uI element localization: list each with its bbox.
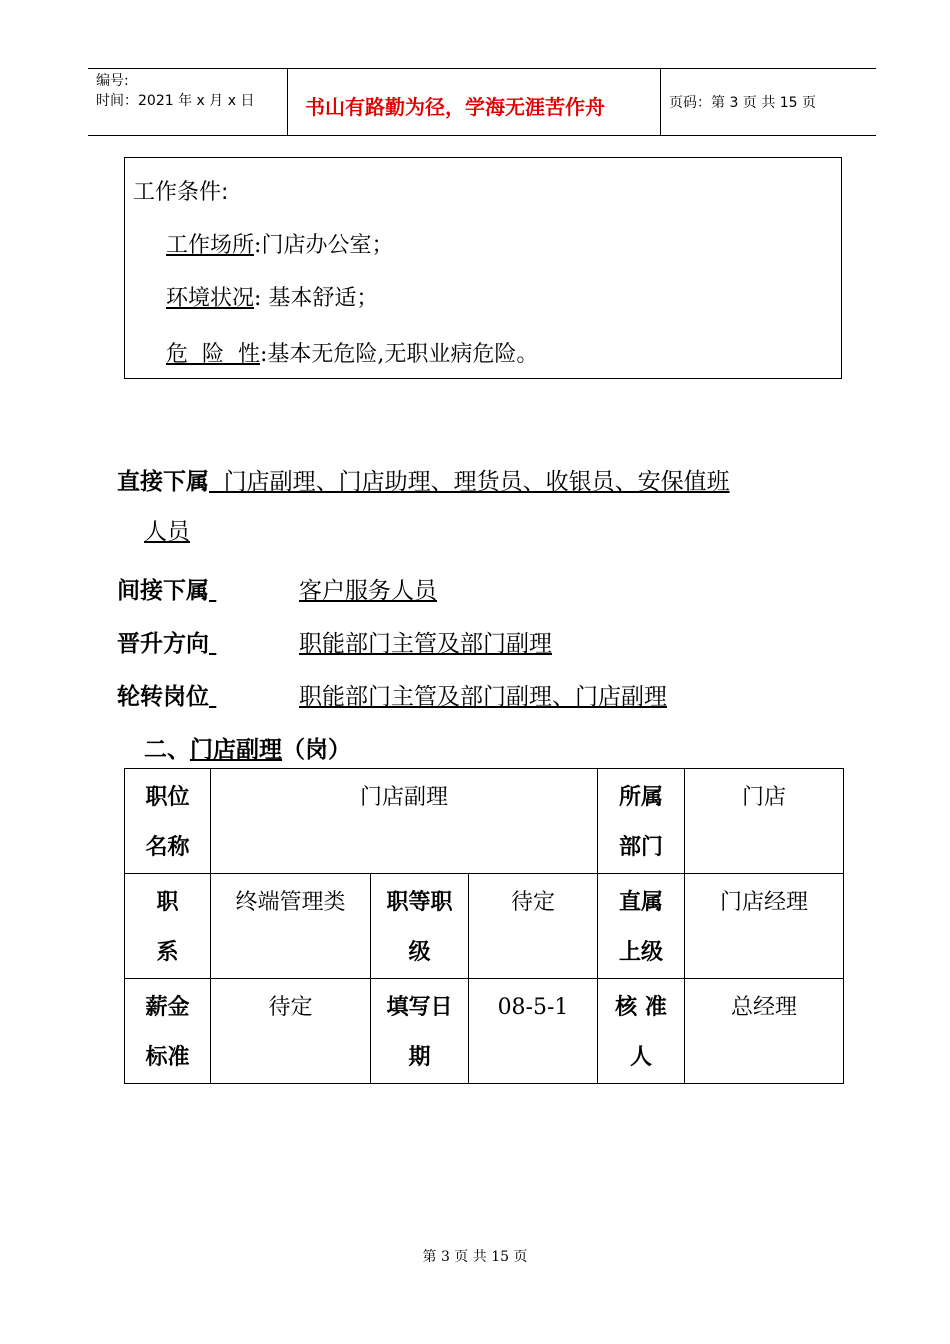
header-divider: [660, 68, 661, 135]
job-family-label: 职系: [156, 890, 179, 965]
supervisor-value: 门店经理: [719, 890, 808, 915]
blank-line: [209, 631, 299, 657]
rotation-row: [117, 678, 667, 711]
grade-value: 待定: [510, 890, 555, 915]
table-cell: [685, 769, 844, 874]
indirect-subordinates-row: [117, 572, 437, 605]
indirect-subordinates-value: 客户服务人员: [299, 578, 437, 604]
salary-value: 待定: [268, 995, 313, 1020]
direct-subordinates-value-cont: 人员: [144, 519, 190, 545]
condition-separator: :: [259, 342, 268, 367]
work-conditions-title: 工作条件:: [133, 180, 229, 205]
condition-separator: :: [254, 286, 262, 311]
job-info-table: [124, 768, 844, 1084]
table-row: [125, 874, 844, 979]
table-header-cell: [371, 979, 469, 1084]
table-cell: [685, 979, 844, 1084]
section-prefix: 二、: [144, 737, 190, 763]
blank-line: [209, 684, 299, 710]
fill-date-label: 填写日期: [386, 995, 453, 1070]
table-header-cell: [125, 979, 211, 1084]
direct-subordinates-row: [117, 463, 730, 496]
job-family-value: 终端管理类: [235, 890, 346, 915]
supervisor-label: 直属上级: [618, 890, 663, 965]
condition-label: 工作场所: [166, 233, 255, 258]
table-header-cell: [371, 874, 469, 979]
table-header-cell: [598, 769, 685, 874]
promotion-row: [117, 625, 552, 658]
condition-environment: [166, 281, 378, 312]
direct-subordinates-row-cont: [144, 513, 190, 546]
promotion-value: 职能部门主管及部门副理: [299, 631, 552, 657]
header-top-rule: [88, 68, 876, 69]
position-name-value: 门店副理: [359, 785, 448, 810]
header-bottom-rule: [88, 135, 876, 136]
department-label: 所属部门: [618, 785, 663, 860]
position-name-label: 职位名称: [145, 785, 190, 860]
header-motto: 书山有路勤为径，学海无涯苦作舟: [305, 95, 605, 119]
table-header-cell: [125, 874, 211, 979]
page-footer: 第 3 页 共 15 页: [422, 1249, 528, 1265]
approver-value: 总经理: [730, 995, 797, 1020]
section-heading: [144, 731, 351, 764]
table-cell: [685, 874, 844, 979]
condition-workplace: [166, 228, 393, 259]
direct-subordinates-label: 直接下属: [117, 469, 209, 495]
table-cell: [469, 979, 598, 1084]
condition-value: 基本无危险,无职业病危险。: [267, 342, 539, 367]
promotion-label: 晋升方向: [117, 631, 209, 657]
table-cell: [211, 769, 598, 874]
header-divider: [287, 68, 288, 135]
indirect-subordinates-label: 间接下属: [117, 578, 209, 604]
table-cell: [469, 874, 598, 979]
direct-subordinates-value: 门店副理、门店助理、理货员、收银员、安保值班: [209, 469, 730, 495]
header-page-info: 页码：第 3 页 共 15 页: [669, 95, 816, 111]
table-cell: [211, 979, 371, 1084]
approver-label: 核 准人: [615, 995, 667, 1070]
table-row: [125, 979, 844, 1084]
table-header-cell: [125, 769, 211, 874]
table-header-cell: [598, 874, 685, 979]
grade-label: 职等职级: [386, 890, 453, 965]
section-title: 门店副理: [190, 737, 282, 763]
table-header-cell: [598, 979, 685, 1084]
fill-date-value: 08-5-1: [497, 995, 569, 1020]
rotation-value: 职能部门主管及部门副理、门店副理: [299, 684, 667, 710]
section-suffix: （岗）: [282, 737, 351, 763]
header-time-label: 时间：2021 年 x 月 x 日: [96, 93, 255, 109]
table-cell: [211, 874, 371, 979]
condition-hazard: [166, 337, 538, 368]
rotation-label: 轮转岗位: [117, 684, 209, 710]
condition-label: 环境状况: [166, 286, 255, 311]
condition-value: 门店办公室；: [261, 233, 394, 258]
table-row: [125, 769, 844, 874]
department-value: 门店: [741, 785, 786, 810]
blank-line: [209, 578, 299, 604]
condition-separator: :: [254, 233, 262, 258]
header-code-label: 编号:: [96, 73, 129, 89]
salary-label: 薪金标准: [145, 995, 190, 1070]
condition-value: 基本舒适；: [261, 286, 379, 311]
condition-label: 危 险 性: [166, 342, 260, 367]
